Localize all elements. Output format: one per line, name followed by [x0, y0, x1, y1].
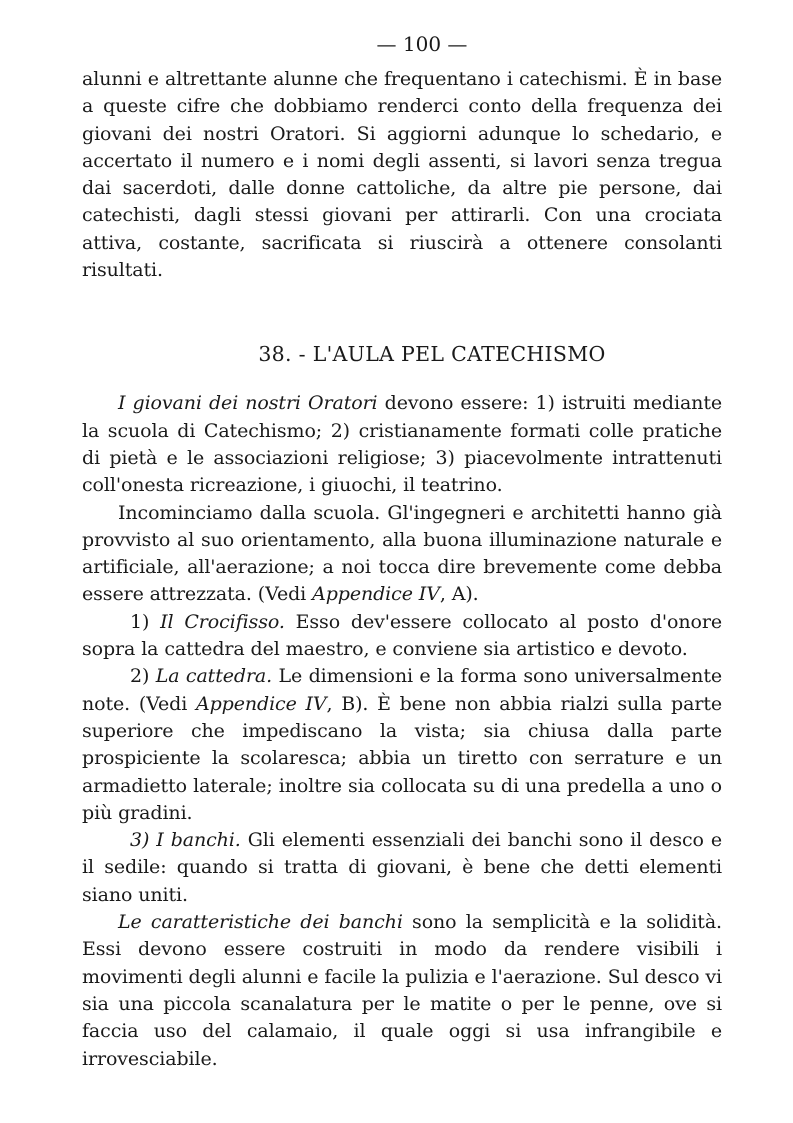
page-number: — 100 —: [376, 32, 468, 56]
list-number: 1): [130, 610, 161, 633]
list-item-title: Il Crocifisso.: [160, 610, 285, 633]
list-item-text: Le dimensioni e la forma sono universalmente note. (Vedi: [82, 665, 722, 715]
list-number: 3): [130, 829, 157, 852]
intro-paragraph: alunni e altrettante alunne che frequentano i catechismi. È in base a queste cifre che dobbiamo renderci conto della frequenza dei giovani dei nostri Oratori. Si aggiorni adunque lo schedario, e accertato il numero e i nomi degli assenti, si lavori senza tregua dai sacerdoti, dalle donne cattoliche, da altre pie persone, dai catechisti, dagli stessi giovani per attirarli. Con una crociata attiva, costante, sacrificata si riuscirà a ottenere consolanti risultati.: [82, 68, 722, 282]
appendix-reference: Appendice IV: [312, 583, 440, 606]
paragraph-lead: Le caratteristiche dei banchi: [118, 911, 403, 934]
section-heading: 38. - L'AULA PEL CATECHISMO: [258, 342, 606, 367]
paragraph-text-tail: , A).: [439, 583, 479, 606]
paragraph-scuola: [82, 500, 722, 609]
paragraph-text: Incominciamo dalla scuola. Gl'ingegneri e architetti hanno già provvisto al suo orientamento, alla buona illuminazione naturale e artificiale, all'aerazione; a noi tocca dire brevemente come debba essere attrezzata. (Vedi: [82, 501, 722, 606]
paragraph-text: devono essere: 1) istruiti mediante la scuola di Catechismo; 2) cristianamente formati colle pratiche di pietà e le associazioni religiose; 3) piacevolmente intrattenuti coll'onesta ricreazione, i giuochi, il teatrino.: [82, 392, 723, 497]
paragraph-text: sono la semplicità e la solidità. Essi devono essere costruiti in modo da rendere visibili i movimenti degli alunni e facile la pulizia e l'aerazione. Sul desco vi sia una piccola scanalatura per le matite o per le penne, ove si faccia uso del calamaio, il quale oggi si usa infrangibile e irrovesciabile.: [82, 911, 722, 1070]
list-item-text: Gli elementi essenziali dei banchi sono il desco e il sedile: quando si tratta di giovani, è bene che detti elementi siano uniti.: [82, 829, 722, 906]
document-page: [82, 32, 722, 1073]
list-item-text-tail: , B). È bene non abbia rialzi sulla parte superiore che impediscano la vista; sia chiusa dalla parte prospiciente la scolaresca; abbia un tiretto con serrature e un armadietto laterale; inoltre sia collocata su di una predella a uno o più gradini.: [82, 692, 723, 824]
list-item-cattedra: [82, 663, 722, 827]
paragraph-giovani: [82, 390, 722, 499]
list-number: 2): [130, 665, 156, 688]
list-item-banchi: [82, 827, 722, 909]
appendix-reference: Appendice IV: [195, 692, 327, 715]
list-item-text: Esso dev'essere collocato al posto d'onore sopra la cattedra del maestro, e conviene sia artistico e devoto.: [82, 610, 722, 661]
list-item-title: I banchi.: [156, 829, 241, 852]
list-item-title: La cattedra.: [155, 665, 273, 688]
paragraph-caratteristiche: [82, 909, 722, 1073]
list-item-crocifisso: [82, 609, 722, 664]
paragraph-lead: I giovani dei nostri Oratori: [118, 392, 378, 415]
